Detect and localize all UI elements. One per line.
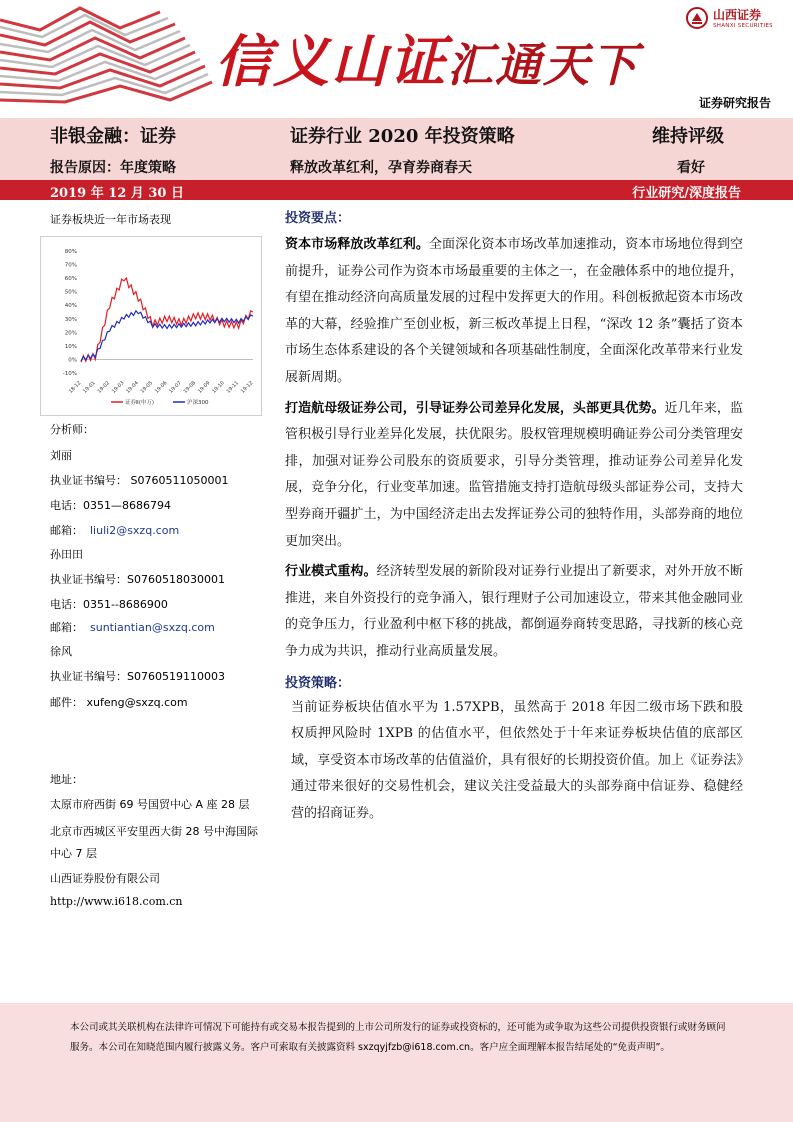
logo-icon (686, 7, 708, 29)
logo-sub: SHANXI SECURITIES (713, 23, 773, 29)
sector-label: 非银金融：证券 (50, 126, 176, 147)
company-name: 山西证券股份有限公司 (50, 872, 160, 885)
strategy-title: 投资策略： (285, 675, 351, 691)
banner-slogan (215, 18, 639, 98)
analyst-2-email[interactable]: suntiantian@sxzq.com (90, 621, 215, 634)
x-tick-label: 19-11 (225, 380, 241, 395)
paragraph-differentiation-text: 近几年来，监管积极引导行业差异化发展，扶优限劣。股权管理规模明确证券公司分类管理安排，加强对证券公司股东的资质要求，引导分类管理，推动证券公司差异化发展，竞争分化，行业变革加速。监管措施支持打造航母级头部证券公司，支持大型券商开疆扩土，为中国经济走出去发挥证券公司的独特作用，头部券商的地位更加突出。 (285, 400, 743, 549)
report-subtitle: 释放改革红利，孕育券商春天 (290, 160, 472, 176)
slogan-part2: 汇通天下 (447, 38, 639, 92)
company-logo (686, 6, 773, 29)
x-tick-label: 19-06 (153, 380, 169, 395)
analyst-2-cert: 执业证书编号：S0760518030001 (50, 573, 225, 586)
report-category: 行业研究/深度报告 (632, 186, 741, 201)
y-tick-label: 60% (64, 276, 77, 283)
logo-name: 山西证券 (713, 8, 762, 22)
paragraph-model-lead: 行业模式重构。 (285, 564, 377, 580)
address-label: 地址： (50, 773, 83, 786)
analyst-1-email-row (50, 522, 179, 538)
slogan-part1: 信义山证 (215, 29, 447, 95)
highlights-title: 投资要点： (285, 211, 351, 226)
analyst-label: 分析师： (50, 423, 94, 436)
report-date: 2019 年 12 月 30 日 (50, 186, 184, 201)
y-tick-label: 10% (64, 343, 77, 350)
analyst-1-name: 刘丽 (50, 449, 72, 462)
main-content (285, 207, 743, 827)
y-tick-label: 30% (64, 316, 77, 323)
y-tick-label: 40% (64, 303, 77, 310)
analyst-1-email[interactable]: liuli2@sxzq.com (90, 524, 180, 537)
analyst-3-cert: 执业证书编号：S0760519110003 (50, 670, 225, 683)
paragraph-reform-lead: 资本市场释放改革红利。 (285, 237, 429, 252)
report-type-label: 证券研究报告 (698, 96, 771, 110)
chart-legend (111, 398, 209, 406)
paragraph-differentiation (285, 396, 743, 556)
legend-label: 证券Ⅱ(申万) (125, 400, 154, 406)
x-tick-label: 18-12 (67, 380, 83, 395)
rating-label: 维持评级 (652, 126, 724, 147)
x-tick-label: 19-10 (211, 380, 226, 395)
x-axis (68, 380, 255, 395)
y-tick-label: -10% (62, 371, 77, 377)
analyst-3-name: 徐风 (50, 645, 72, 658)
y-tick-label: 50% (64, 289, 77, 296)
x-tick-label: 19-08 (182, 380, 198, 395)
x-tick-label: 19-01 (82, 380, 97, 395)
x-tick-label: 19-05 (139, 380, 155, 395)
paragraph-model-text: 经济转型发展的新阶段对证券行业提出了新要求，对外开放不断推进，来自外资投行的竞争涌入，银行理财子公司加速设立，带来其他金融同业的竞争压力，行业盈利中枢下移的挑战，都倒逼券商转变思路，寻找新的核心竞争力成为共识，推动行业高质量发展。 (285, 564, 743, 659)
y-tick-label: 80% (64, 249, 77, 255)
banner-stripes-graphic (0, 0, 240, 118)
rating-view: 看好 (677, 160, 705, 176)
paragraph-model (285, 559, 743, 665)
chart-frame (40, 236, 262, 416)
chart-title: 证券板块近一年市场表现 (50, 213, 171, 226)
y-tick-label: 70% (64, 262, 77, 269)
analyst-2-name: 孙田田 (50, 548, 83, 561)
analyst-3-email-label: 邮件： (50, 696, 83, 709)
x-tick-label: 19-03 (110, 380, 126, 395)
analyst-2-email-label: 邮箱： (50, 621, 83, 634)
analyst-2-email-row (50, 619, 215, 635)
legend-label: 沪深300 (187, 400, 209, 406)
analyst-3-email[interactable]: xufeng@sxzq.com (86, 696, 188, 709)
paragraph-reform-text: 全面深化资本市场改革加速推动，资本市场地位得到空前提升，证券公司作为资本市场最重要的主体之一，在金融体系中的地位提升，有望在推动经济向高质量发展的过程中发挥更大的作用。科创板掀起资本市场改革的大幕，经验推广至创业板，新三板改革提上日程，“深改 12 条”囊括了资本市场生态体系建设的各个关键领域和各项基础性制度，全面深化改革带来行业发展新周期。 (285, 237, 743, 385)
x-tick-label: 19-07 (168, 380, 183, 395)
analyst-1-email-label: 邮箱： (50, 524, 83, 537)
address-taiyuan: 太原市府西街 69 号国贸中心 A 座 28 层 (50, 798, 250, 811)
disclaimer: 本公司或其关联机构在法律许可情况下可能持有或交易本报告提到的上市公司所发行的证券或投资标的，还可能为或争取为这些公司提供投资银行或财务顾问服务。本公司在知晓范围内履行披露义务。客户可索取有关披露资料 sxzqyjfzb@i618.com.cn。客户应全面理解本报告结尾处的“免责声明”。 (70, 1022, 726, 1053)
address-beijing: 北京市西城区平安里西大街 28 号中海国际中心 7 层 (50, 825, 258, 860)
x-tick-label: 19-02 (96, 380, 112, 395)
x-tick-label: 19-12 (239, 380, 255, 395)
y-tick-label: 0% (68, 357, 77, 364)
paragraph-differentiation-lead: 打造航母级证券公司，引导证券公司差异化发展，头部更具优势。 (285, 400, 665, 416)
series-line-1 (81, 311, 253, 361)
report-reason: 报告原因：年度策略 (50, 160, 176, 176)
x-tick-label: 19-09 (196, 380, 212, 395)
analyst-3-email-row (50, 694, 188, 710)
analyst-1-cert: 执业证书编号： S0760511050001 (50, 474, 229, 487)
paragraph-strategy: 当前证券板块估值水平为 1.57XPB，虽然高于 2018 年因二级市场下跌和股权质押风险时 1XPB 的估值水平，但依然处于十年来证券板块估值的底部区域，享受资本市场改革的估值溢价，具有很好的长期投资价值。加上《证券法》通过带来很好的交易性机会，建议关注受益最大的头部券商中信证券、稳健经营的招商证券。 (291, 699, 743, 821)
x-tick-label: 19-04 (125, 380, 140, 395)
y-tick-label: 20% (64, 330, 77, 337)
chart-lines (81, 278, 253, 362)
analyst-2-phone: 电话：0351--8686900 (50, 598, 168, 611)
report-title: 证券行业 2020 年投资策略 (290, 126, 515, 147)
banner (0, 0, 793, 118)
market-performance-chart (41, 237, 261, 415)
analyst-1-phone: 电话：0351—8686794 (50, 499, 171, 512)
paragraph-reform (285, 232, 743, 392)
company-website[interactable]: http://www.i618.com.cn (50, 895, 183, 908)
